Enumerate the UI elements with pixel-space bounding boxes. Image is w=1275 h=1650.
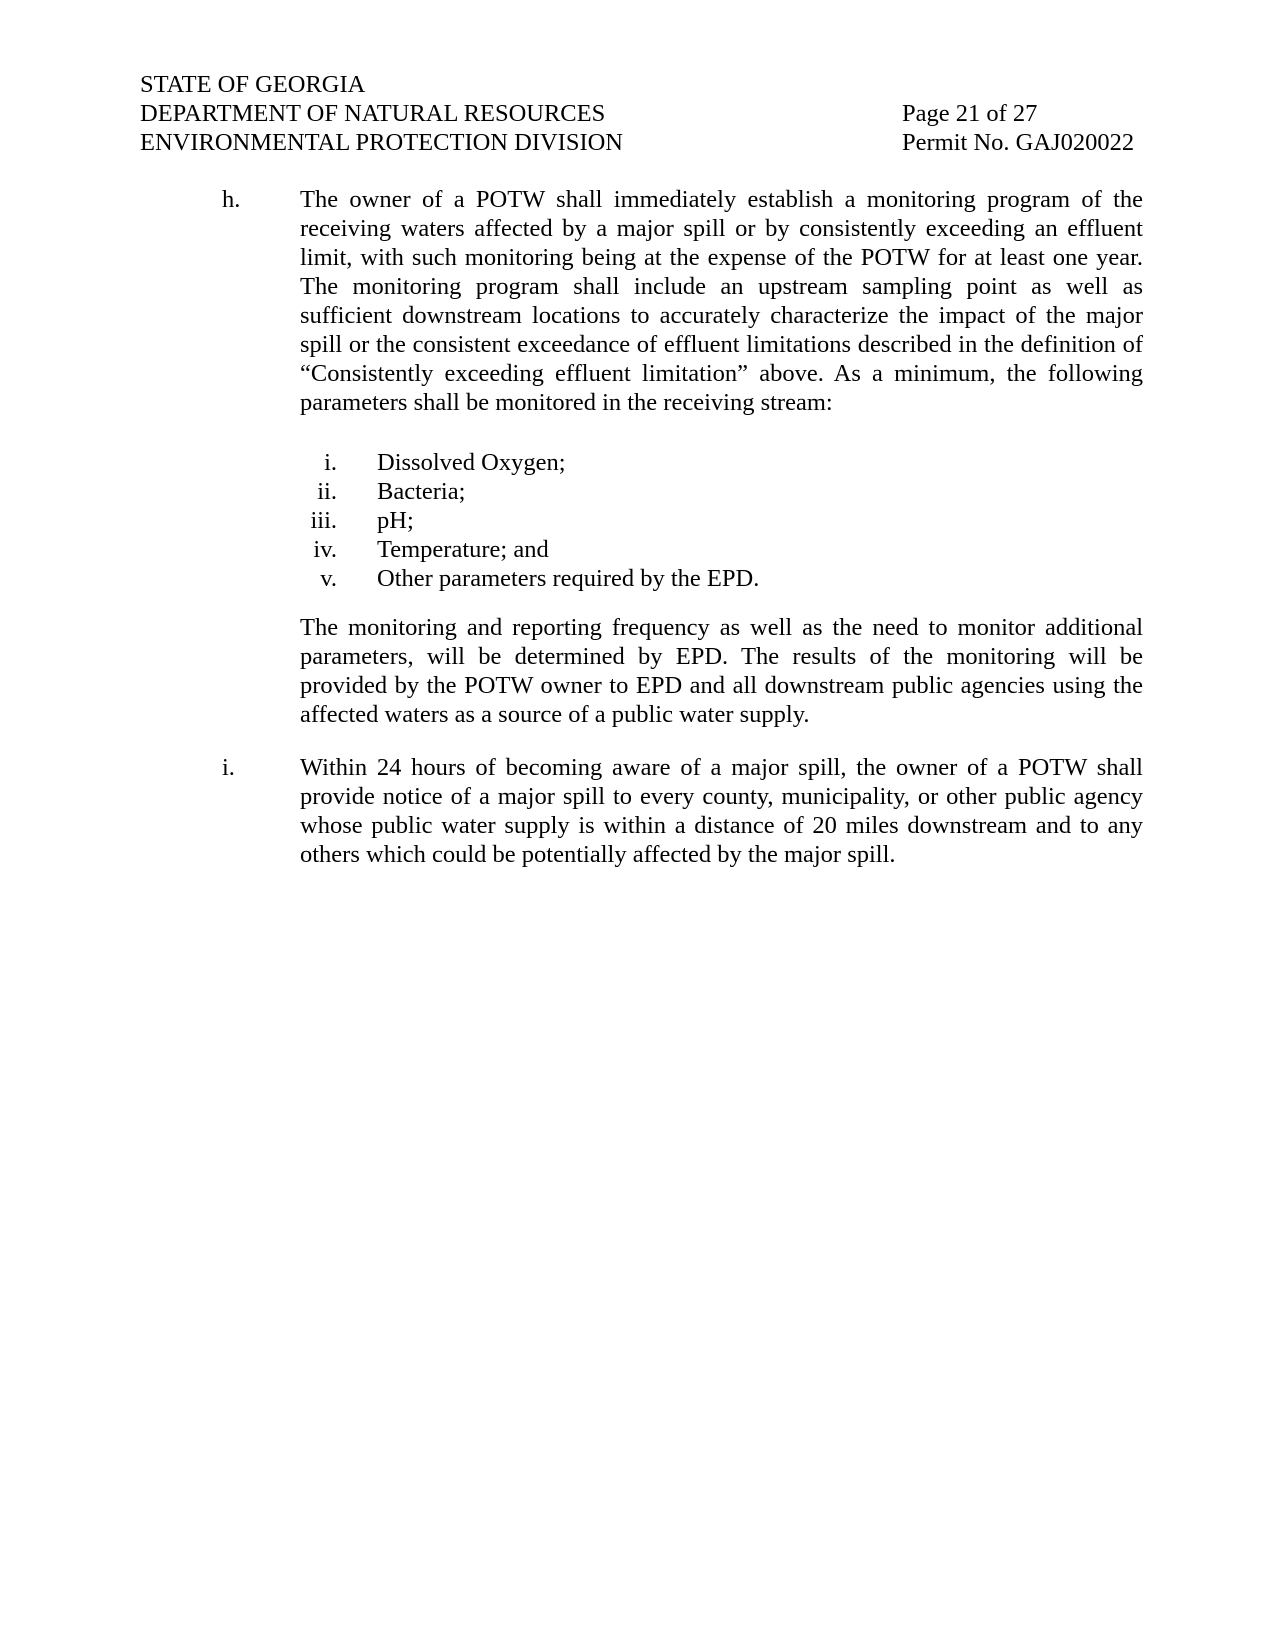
clause-h-content [300, 185, 1143, 729]
parameter-numeral: iii. [310, 507, 337, 534]
clause-h-label: h. [222, 186, 241, 213]
parameter-numeral: ii. [317, 478, 337, 505]
parameter-numeral: i. [324, 449, 337, 476]
parameter-text: Dissolved Oxygen; [377, 449, 566, 476]
clause-i-content [300, 753, 1143, 869]
permit-number: Permit No. GAJ020022 [902, 129, 1135, 156]
clause-i [140, 753, 1143, 869]
clause-h-intro-paragraph: The owner of a POTW shall immediately establish a monitoring program of the receiving waters affected by a major spill or by consistently exceeding an effluent limit, with such monitoring being at the expense of the POTW for at least one year. The monitoring program shall include an upstream sampling point as well as sufficient downstream locations to accurately characterize the impact of the major spill or the consistent exceedance of effluent limitations described in the definition of “Consistently exceeding effluent limitation” above. As a minimum, the following parameters shall be monitored in the receiving stream: [300, 186, 1143, 416]
clause-i-body-paragraph: Within 24 hours of becoming aware of a major spill, the owner of a POTW shall provide notice of a major spill to every county, municipality, or other public agency whose public water supply is within a distance of 20 miles downstream and to any others which could be potentially affected by the major spill. [300, 754, 1143, 868]
parameter-item-dissolved-oxygen [300, 448, 1143, 477]
header-department-line: DEPARTMENT OF NATURAL RESOURCES [140, 100, 606, 127]
parameter-item-other [300, 564, 1143, 593]
parameter-numeral: iv. [313, 536, 337, 563]
header-division-line: ENVIRONMENTAL PROTECTION DIVISION [140, 129, 624, 156]
clause-h [140, 185, 1143, 729]
parameter-item-ph [300, 506, 1143, 535]
clause-h-followup-paragraph: The monitoring and reporting frequency as well as the need to monitor additional parameters, will be determined by EPD. The results of the monitoring will be provided by the POTW owner to EPD and all downstream public agencies using the affected waters as a source of a public water supply. [300, 614, 1143, 728]
document-body [140, 185, 1143, 869]
parameter-numeral: v. [320, 565, 337, 592]
clause-i-label: i. [222, 754, 235, 781]
parameter-item-temperature [300, 535, 1143, 564]
parameter-text: Other parameters required by the EPD. [377, 565, 760, 592]
page-number: Page 21 of 27 [902, 100, 1038, 127]
header-meta-block [902, 99, 1134, 157]
parameter-text: Bacteria; [377, 478, 466, 505]
parameter-list [300, 448, 1143, 593]
parameter-item-bacteria [300, 477, 1143, 506]
parameter-text: pH; [377, 507, 414, 534]
page-header [140, 70, 1143, 157]
parameter-text: Temperature; and [377, 536, 549, 563]
header-state-line: STATE OF GEORGIA [140, 71, 366, 98]
